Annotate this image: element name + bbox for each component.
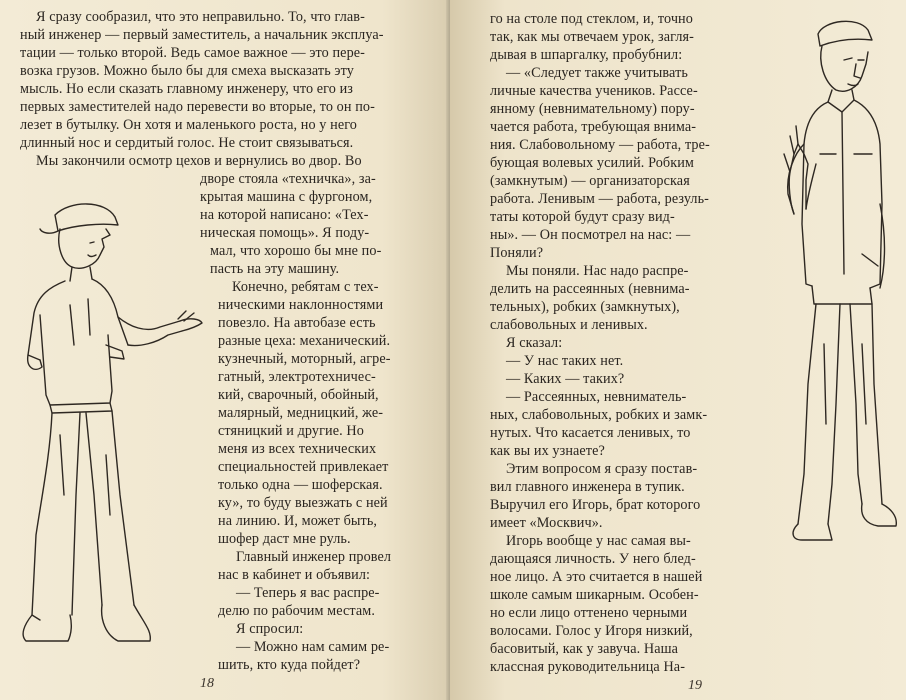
text-line: ных, слабовольных, робких и замк- (490, 407, 708, 423)
text-line: ку», то буду выезжать с ней (218, 495, 388, 511)
text-line: янному (невнимательному) пору- (490, 101, 695, 117)
text-line: пасть на эту машину. (210, 261, 340, 277)
text-line: — Каких — таких? (506, 371, 625, 387)
text-line: Этим вопросом я сразу постав- (506, 461, 698, 477)
text-line: тельных), робких (замкнутых), (490, 299, 680, 315)
text-line: как вы их узнаете? (490, 443, 605, 459)
text-line: Главный инженер провел (236, 549, 392, 565)
right-page (450, 0, 906, 700)
text-line: Поняли? (490, 245, 544, 261)
text-line: ный инженер — первый заместитель, а начальник эксплуа- (20, 27, 384, 43)
text-line: на линию. И, может быть, (218, 513, 378, 529)
text-line: гатный, электротехничес- (218, 369, 376, 385)
text-line: — «Следует также учитывать (506, 65, 688, 81)
text-line: дворе стояла «техничка», за- (200, 171, 376, 187)
boy-illustration (10, 195, 210, 665)
text-line: только одна — шоферская. (218, 477, 383, 493)
text-line: — Можно нам самим ре- (236, 639, 390, 655)
text-line: шофер даст мне руль. (218, 531, 351, 547)
text-line: делю по рабочим местам. (218, 603, 375, 619)
page-number-right: 19 (688, 678, 702, 693)
text-line: шить, кто куда пойдет? (218, 657, 361, 673)
text-line: но если лицо оттенено черными (490, 605, 688, 621)
text-line: мал, что хорошо бы мне по- (210, 243, 382, 259)
text-line: ное лицо. А это считается в нашей (490, 569, 703, 585)
text-line: специальностей привлекает (218, 459, 389, 475)
text-line: тации — только второй. Ведь самое важное — это пере- (20, 45, 365, 61)
text-line: Выручил его Игорь, брат которого (490, 497, 701, 513)
text-line: ническими наклонностями (218, 297, 384, 313)
text-line: Конечно, ребятам с тех- (232, 279, 379, 295)
text-line: вил главного инженера в тупик. (490, 479, 685, 495)
text-line: на которой написано: «Тех- (200, 207, 369, 223)
text-line: Мы поняли. Нас надо распре- (506, 263, 689, 279)
text-line: крытая машина с фургоном, (200, 189, 373, 205)
text-line: (замкнутым) — организаторская (490, 173, 690, 189)
text-line: Игорь вообще у нас самая вы- (506, 533, 691, 549)
text-line: делить на рассеянных (невнима- (490, 281, 690, 297)
text-line: ническая помощь». Я поду- (200, 225, 370, 241)
text-line: малярный, медницкий, же- (218, 405, 384, 421)
text-line: го на столе под стеклом, и, точно (490, 11, 693, 27)
text-line: ны». — Он посмотрел на нас: — (490, 227, 691, 243)
text-line: нас в кабинет и объявил: (218, 567, 371, 583)
text-line: слабовольных и ленивых. (490, 317, 648, 333)
text-line: так, как мы отвечаем урок, загля- (490, 29, 694, 45)
text-line: Я сразу сообразил, что это неправильно. То, что глав- (36, 9, 365, 25)
text-line: мысль. Но если сказать главному инженеру, что его из (20, 81, 353, 97)
text-line: таты которой будут сразу вид- (490, 209, 675, 225)
text-line: дывая в шпаргалку, пробубнил: (490, 47, 683, 63)
text-line: лезет в бутылку. Он хотя и маленького роста, но у него (20, 117, 357, 133)
text-line: классная руководительница На- (490, 659, 686, 675)
text-line: повезло. На автобазе есть (218, 315, 376, 331)
text-line: личные качества учеников. Рассе- (490, 83, 698, 99)
text-line: школе самым шикарным. Особен- (490, 587, 699, 603)
text-line: стяницкий и другие. Но (218, 423, 364, 439)
text-line: Я спросил: (236, 621, 304, 637)
text-line: дающаяся личность. У него блед- (490, 551, 696, 567)
text-line: длинный нос и сердитый голос. Не стоит связываться. (20, 135, 354, 151)
left-page (0, 0, 450, 700)
text-line: нутых. Что касается ленивых, то (490, 425, 691, 441)
text-line: бующая волевых усилий. Робким (490, 155, 694, 171)
text-line: разные цеха: механический. (218, 333, 391, 349)
text-line: меня из всех технических (218, 441, 377, 457)
text-line: — У нас таких нет. (506, 353, 624, 369)
text-line: Я сказал: (506, 335, 563, 351)
text-line: волосами. Голос у Игоря низкий, (490, 623, 693, 639)
text-line: имеет «Москвич». (490, 515, 603, 531)
text-line: первых заместителей надо перевести во вторые, то он по- (20, 99, 375, 115)
text-line: Мы закончили осмотр цехов и вернулись во двор. Во (36, 153, 362, 169)
text-line: — Теперь я вас распре- (236, 585, 380, 601)
text-line: возка грузов. Можно было бы для смеха высказать эту (20, 63, 354, 79)
text-line: кий, сварочный, обойный, (218, 387, 379, 403)
engineer-illustration (750, 4, 900, 544)
text-line: ния. Слабовольному — работа, тре- (490, 137, 710, 153)
page-number-left: 18 (200, 676, 214, 691)
text-line: басовитый, как у завуча. Наша (490, 641, 679, 657)
text-line: чается работа, требующая внима- (490, 119, 697, 135)
text-line: кузнечный, моторный, агре- (218, 351, 391, 367)
text-line: — Рассеянных, невниматель- (506, 389, 687, 405)
text-line: работа. Ленивым — работа, резуль- (490, 191, 709, 207)
